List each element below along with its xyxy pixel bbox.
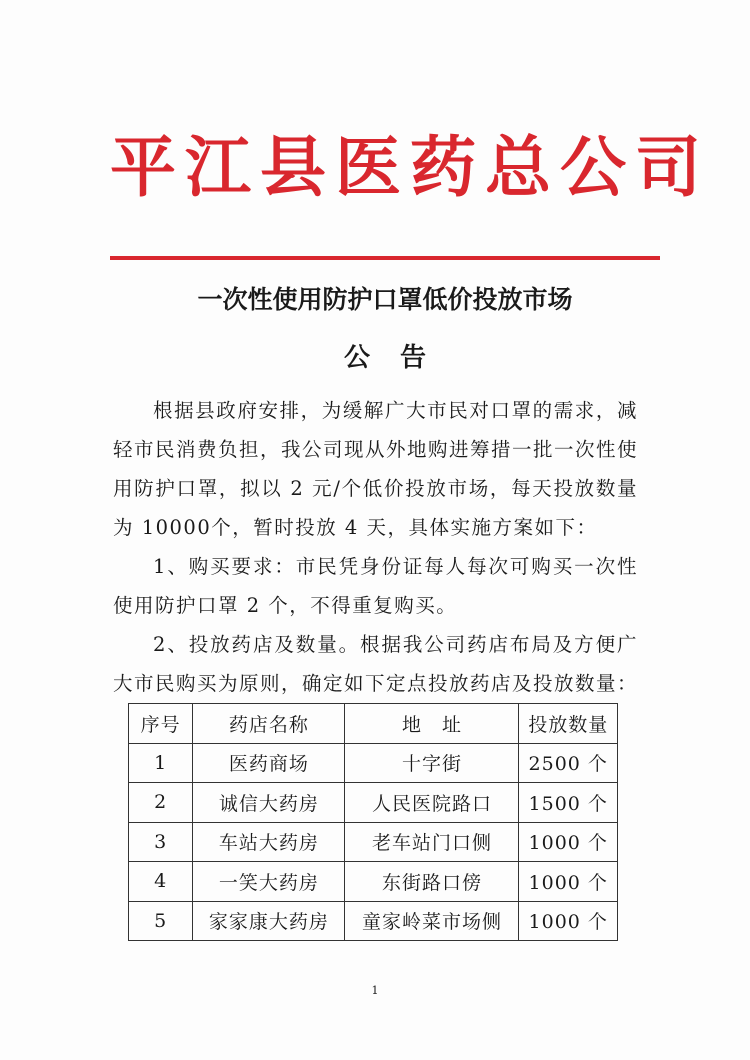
table-row: [129, 901, 618, 941]
cell-store-name: 一笑大药房: [193, 862, 345, 902]
organization-name-heading: 平江县医药总公司: [110, 128, 710, 206]
cell-index: 4: [129, 862, 193, 902]
table-row: [129, 822, 618, 862]
notice-heading: 公告: [343, 343, 456, 373]
cell-address: 十字街: [345, 743, 519, 783]
cell-address: 东街路口傍: [345, 862, 519, 902]
body-paragraph-intro: 根据县政府安排，为缓解广大市民对口罩的需求，减轻市民消费负担，我公司现从外地购进筹措一批一次性使用防护口罩，拟以 2 元/个低价投放市场，每天投放数量为 10000个，暂时投放 4 天，具体实施方案如下：: [113, 399, 639, 539]
cell-store-name: 车站大药房: [193, 822, 345, 862]
cell-quantity: 1000 个: [519, 822, 618, 862]
cell-quantity: 1000 个: [519, 901, 618, 941]
cell-index: 3: [129, 822, 193, 862]
table-row: [129, 862, 618, 902]
page-number: 1: [371, 984, 379, 997]
column-header-index: 序号: [129, 704, 193, 744]
cell-store-name: 医药商场: [193, 743, 345, 783]
cell-address: 老车站门口侧: [345, 822, 519, 862]
store-allocation-table: [128, 703, 618, 941]
cell-index: 1: [129, 743, 193, 783]
cell-quantity: 1000 个: [519, 862, 618, 902]
cell-address: 人民医院路口: [345, 783, 519, 823]
table-row: [129, 783, 618, 823]
column-header-quantity: 投放数量: [519, 704, 618, 744]
cell-quantity: 2500 个: [519, 743, 618, 783]
body-paragraph-store-allocation: 2、投放药店及数量。根据我公司药店布局及方便广大市民购买为原则，确定如下定点投放药店及投放数量：: [113, 633, 639, 695]
table-header-row: [129, 704, 618, 744]
cell-index: 2: [129, 783, 193, 823]
column-header-address: 地 址: [345, 704, 519, 744]
cell-store-name: 家家康大药房: [193, 901, 345, 941]
table-row: [129, 743, 618, 783]
cell-quantity: 1500 个: [519, 783, 618, 823]
cell-store-name: 诚信大药房: [193, 783, 345, 823]
cell-index: 5: [129, 901, 193, 941]
notice-subject-title: 一次性使用防护口罩低价投放市场: [197, 285, 573, 314]
body-paragraph-purchase-requirements: 1、购买要求：市民凭身份证每人每次可购买一次性使用防护口罩 2 个，不得重复购买。: [113, 555, 638, 617]
red-divider-line: [110, 256, 660, 260]
cell-address: 童家岭菜市场侧: [345, 901, 519, 941]
column-header-store-name: 药店名称: [193, 704, 345, 744]
